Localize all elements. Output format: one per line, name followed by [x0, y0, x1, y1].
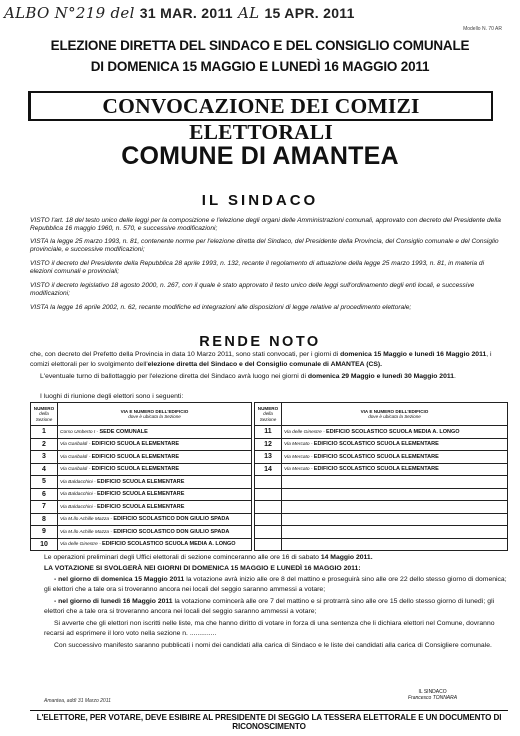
voting-sunday: - nel giorno di domenica 15 Maggio 2011 la votazione avrà inizio alle ore 8 del mattino e proseguirà sino alle ore 22 dello stesso giorno di domenica; gli elettori che a tale ora si troveranno ancora nei locali del seggio saranno ammessi a votare; — [44, 576, 507, 593]
section-building — [58, 526, 252, 539]
table-row — [255, 438, 508, 451]
section-building — [58, 463, 252, 476]
table-row — [31, 426, 252, 439]
section-number: 3 — [31, 451, 58, 464]
table-row — [255, 538, 508, 551]
section-building-name: EDIFICIO SCOLASTICO SCUOLA ELEMENTARE — [313, 453, 439, 460]
comune-title: COMUNE DI AMANTEA — [121, 142, 399, 170]
section-street: Via M.llo Achille Mazza - — [60, 529, 114, 535]
section-number: 9 — [31, 526, 58, 539]
voting-monday: - nel giorno di lunedì 16 Maggio 2011 la votazione comincerà alle ore 7 del mattino e si protrarrà sino alle ore 15 dello stesso giorno di lunedì; gli elettori che a tale ora si troveranno ancora nei locali del seggio saranno ammessi a votare; — [44, 598, 495, 615]
table-row — [31, 438, 252, 451]
section-number: 7 — [31, 501, 58, 514]
header-line-1: ELEZIONE DIRETTA DEL SINDACO E DEL CONSIGLIO COMUNALE — [50, 38, 470, 53]
visto-4: VISTO il decreto legislativo 18 agosto 2000, n. 267, con il quale è stato approvato il testo unico delle leggi sull'ordinamento degli enti locali, e successive modificazioni; — [30, 282, 475, 298]
column-header-number: NUMERO della Sezione — [31, 403, 58, 426]
il-sindaco-heading: IL SINDACO — [201, 192, 319, 209]
non-listed-electors-note: Si avverte che gli elettori non iscritti nelle liste, ma che hanno diritto di votare in forza di una sentenza che li dichiara elettori nel Comune, dovranno recarsi ad esprimere il loro voto nella sezione n. .............. — [44, 620, 495, 637]
section-building-name: EDIFICIO SCOLASTICO DON GIULIO SPADA — [113, 516, 230, 523]
section-building — [58, 501, 252, 514]
section-building — [282, 526, 508, 539]
section-number — [255, 476, 282, 489]
section-street: Via Baldacchini - — [60, 504, 97, 510]
section-building — [58, 513, 252, 526]
place-date: Amantea, addì 31 Marzo 2011 — [44, 698, 111, 704]
section-number — [255, 501, 282, 514]
albo-number: 219 — [75, 4, 106, 22]
section-street: Via Garibaldi - — [60, 467, 92, 473]
section-building — [282, 463, 508, 476]
table-row — [31, 476, 252, 489]
table-row — [31, 501, 252, 514]
section-building — [282, 513, 508, 526]
section-street: Via Garibaldi - — [60, 454, 92, 460]
table-row — [255, 426, 508, 439]
albo-al: AL — [237, 4, 260, 22]
section-street: Via M.llo Achille Mazza - — [60, 517, 114, 523]
section-building — [58, 426, 252, 439]
section-number: 14 — [255, 463, 282, 476]
section-number — [255, 513, 282, 526]
albo-from-date: 31 MAR. 2011 — [139, 5, 233, 21]
section-building — [58, 538, 252, 551]
visto-2: VISTA la legge 25 marzo 1993, n. 81, contenente norme per l'elezione diretta del Sindaco, del Presidente della Provincia, del Consiglio comunale e del Consiglio provinciale, e successive modificazioni; — [30, 238, 499, 254]
header-line-2: DI DOMENICA 15 MAGGIO E LUNEDÌ 16 MAGGIO 2011 — [90, 59, 430, 74]
section-number: 1 — [31, 426, 58, 439]
table-row — [255, 526, 508, 539]
model-code: Modello N. 70 AR — [463, 26, 502, 32]
table-row — [255, 488, 508, 501]
section-building — [58, 451, 252, 464]
section-number: 6 — [31, 488, 58, 501]
section-number: 4 — [31, 463, 58, 476]
section-street: Corso Umberto I - — [60, 429, 100, 435]
albo-del: del — [110, 4, 135, 22]
section-building-name: EDIFICIO SCOLASTICO SCUOLA ELEMENTARE — [313, 441, 439, 448]
section-building-name: EDIFICIO SCOLASTICO SCUOLA MEDIA A. LONGO — [326, 428, 460, 435]
visto-5: VISTA la legge 16 aprile 2002, n. 62, recante modifiche ed integrazioni alle disposizioni di legge relative al procedimento elettorale; — [30, 304, 412, 311]
section-street: Via Mercato - — [284, 454, 314, 460]
section-street: Via delle Ginestre - — [60, 542, 103, 548]
section-building — [58, 488, 252, 501]
table-row — [255, 463, 508, 476]
convocazione-title: CONVOCAZIONE DEI COMIZI ELETTORALI — [28, 91, 493, 121]
signature-block — [408, 689, 457, 701]
albo-stamp — [4, 4, 355, 22]
section-number — [255, 488, 282, 501]
section-building — [282, 451, 508, 464]
column-header-building: VIA E NUMERO DELL'EDIFICIO dove è ubicata la Sezione — [58, 403, 252, 426]
albo-to-date: 15 APR. 2011 — [264, 5, 355, 21]
column-header-number: NUMERO della Sezione — [255, 403, 282, 426]
section-street: Via Garibaldi - — [60, 442, 92, 448]
visto-3: VISTO il decreto del Presidente della Repubblica 28 aprile 1993, n. 132, recante il regolamento di attuazione della legge 25 marzo 1993, n. 81, in materia di elezioni comunali e provinciali; — [30, 260, 485, 276]
section-building — [282, 501, 508, 514]
section-street: Via Mercato - — [284, 467, 314, 473]
section-building — [282, 476, 508, 489]
section-building-name: EDIFICIO SCOLASTICO DON GIULIO SPADA — [113, 528, 230, 535]
announcement-paragraph-2: L'eventuale turno di ballottaggio per l'elezione diretta del Sindaco avrà luogo nei giorni di domenica 29 Maggio e lunedì 30 Maggio 2011. — [40, 373, 456, 380]
table-row — [255, 476, 508, 489]
sections-table-right — [254, 402, 508, 551]
section-number — [255, 526, 282, 539]
sections-table-left — [30, 402, 252, 551]
rende-noto-heading: RENDE NOTO — [199, 334, 321, 350]
table-row — [31, 463, 252, 476]
section-street: Via delle Ginestre - — [284, 429, 327, 435]
section-street: Via Mercato - — [284, 442, 314, 448]
section-number: 2 — [31, 438, 58, 451]
section-number: 13 — [255, 451, 282, 464]
section-building-name: EDIFICIO SCOLASTICO SCUOLA MEDIA A. LONGO — [102, 541, 236, 548]
section-number — [255, 538, 282, 551]
announcement-paragraph-3: I luoghi di riunione degli elettori sono i seguenti: — [40, 393, 184, 400]
section-building-name: SEDE COMUNALE — [99, 428, 148, 435]
albo-prefix: ALBO N° — [4, 4, 76, 22]
section-number: 5 — [31, 476, 58, 489]
section-number: 8 — [31, 513, 58, 526]
table-header-row — [31, 403, 252, 426]
section-building — [282, 426, 508, 439]
section-building — [282, 538, 508, 551]
signer-name: Francesco TONNARA — [408, 695, 458, 701]
section-building-name: EDIFICIO SCUOLA ELEMENTARE — [96, 491, 185, 498]
table-row — [31, 538, 252, 551]
table-row — [31, 488, 252, 501]
section-building — [282, 438, 508, 451]
table-header-row — [255, 403, 508, 426]
section-building-name: EDIFICIO SCOLASTICO SCUOLA ELEMENTARE — [313, 466, 439, 473]
section-street: Via Baldacchini - — [60, 492, 97, 498]
table-row — [31, 451, 252, 464]
section-building — [58, 438, 252, 451]
bottom-notice: L'ELETTORE, PER VOTARE, DEVE ESIBIRE AL PRESIDENTE DI SEGGIO LA TESSERA ELETTORALE E UN DOCUMENTO DI RICONOSCIMENTO — [30, 710, 508, 731]
section-building-name: EDIFICIO SCUOLA ELEMENTARE — [91, 441, 180, 448]
table-row — [255, 451, 508, 464]
column-header-building: VIA E NUMERO DELL'EDIFICIO dove è ubicata la Sezione — [282, 403, 508, 426]
table-row — [31, 526, 252, 539]
table-row — [255, 513, 508, 526]
visto-1: VISTO l'art. 18 del testo unico delle leggi per la composizione e l'elezione degli organi delle Amministrazioni comunali, approvato con decreto del Presidente della Repubblica 16 maggio 1960, n. 570, e successive modificazioni; — [30, 217, 501, 233]
operations-line-1: Le operazioni preliminari degli Uffici elettorali di sezione cominceranno alle ore 16 di sabato 14 Maggio 2011. — [44, 554, 373, 561]
section-street: Via Baldacchini - — [60, 479, 97, 485]
section-building-name: EDIFICIO SCUOLA ELEMENTARE — [96, 503, 185, 510]
table-row — [255, 501, 508, 514]
section-building — [282, 488, 508, 501]
section-building — [58, 476, 252, 489]
voting-days-heading: LA VOTAZIONE SI SVOLGERÀ NEI GIORNI DI DOMENICA 15 MAGGIO E LUNEDÌ 16 MAGGIO 2011: — [44, 565, 361, 572]
section-number: 10 — [31, 538, 58, 551]
section-number: 12 — [255, 438, 282, 451]
section-building-name: EDIFICIO SCUOLA ELEMENTARE — [91, 466, 180, 473]
candidates-note: Con successivo manifesto saranno pubblicati i nomi dei candidati alla carica di Sindaco e le liste dei candidati alla carica di Consigliere comunale. — [54, 642, 492, 649]
announcement-paragraph-1: che, con decreto del Prefetto della Provincia in data 10 Marzo 2011, sono stati convocati, per i giorni di domenica 15 Maggio e lunedì 16 Maggio 2011, i comizi elettorali per lo svolgimento dell'elezione diretta del Sindaco e del Consiglio comunale di AMANTEA (CS). — [30, 351, 492, 368]
signer-title: IL SINDACO — [418, 689, 447, 695]
table-row — [31, 513, 252, 526]
section-building-name: EDIFICIO SCUOLA ELEMENTARE — [91, 453, 180, 460]
section-number: 11 — [255, 426, 282, 439]
section-building-name: EDIFICIO SCUOLA ELEMENTARE — [96, 478, 185, 485]
